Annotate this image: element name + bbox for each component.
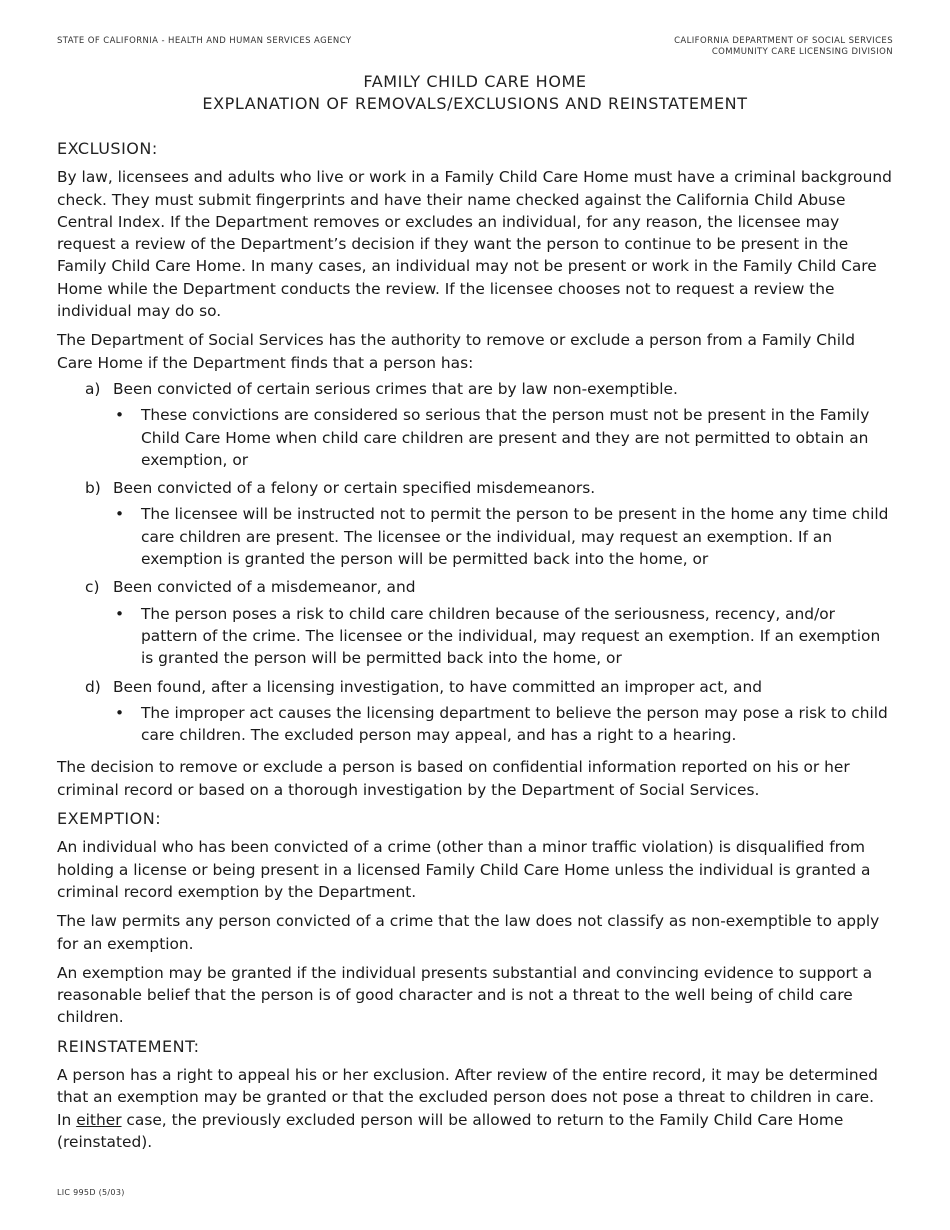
- list-item: [57, 576, 893, 598]
- list-item: [57, 477, 893, 499]
- list-item-text: Been convicted of a felony or certain specified misdemeanors.: [113, 479, 596, 498]
- division-name: COMMUNITY CARE LICENSING DIVISION: [711, 47, 893, 57]
- bullet-item: [57, 404, 893, 471]
- bullet-item: [57, 503, 893, 570]
- reinstatement-text-part-1: A person has a right to appeal his or her exclusion. After review of the entire record, it may be determined that an exemption may be granted or that the excluded person does not pose a threat to children in care. In: [57, 1065, 878, 1129]
- department-header: [674, 36, 893, 58]
- exclusion-paragraph-1: By law, licensees and adults who live or work in a Family Child Care Home must have a criminal background check. They must submit fingerprints and have their name checked against the California Child Abuse Central Index. If the Department removes or excludes an individual, for any reason, the licensee may request a review of the Department’s decision if they want the person to continue to be present in the Family Child Care Home. In many cases, an individual may not be present or work in the Family Child Care Home while the Department conducts the review. If the licensee chooses not to request a review the individual may do so.: [57, 168, 892, 321]
- document-page: [57, 0, 893, 1230]
- exclusion-paragraph-2: The Department of Social Services has the authority to remove or exclude a person from a Family Child Care Home if the Department finds that a person has:: [57, 331, 856, 372]
- title-line-2: EXPLANATION OF REMOVALS/EXCLUSIONS AND REINSTATEMENT: [202, 94, 748, 113]
- exclusion-heading: EXCLUSION:: [57, 139, 158, 158]
- exclusion-paragraph-3: The decision to remove or exclude a person is based on confidential information reported on his or her criminal record or based on a thorough investigation by the Department of Social Services.: [57, 758, 850, 799]
- department-name: CALIFORNIA DEPARTMENT OF SOCIAL SERVICES: [674, 36, 893, 46]
- reinstatement-text-part-2: case, the previously excluded person will be allowed to return to the Family Child Care Home (reinstated).: [57, 1110, 844, 1151]
- list-item-text: Been convicted of a misdemeanor, and: [113, 578, 416, 597]
- bullet-icon: •: [115, 505, 125, 524]
- list-item-text: Been found, after a licensing investigation, to have committed an improper act, and: [113, 677, 762, 696]
- bullet-icon: •: [115, 703, 125, 722]
- exemption-paragraph-2: The law permits any person convicted of a crime that the law does not classify as non-exemptible to apply for an exemption.: [57, 912, 880, 953]
- bullet-text: The person poses a risk to child care children because of the seriousness, recency, and/or pattern of the crime. The licensee or the individual, may request an exemption. If an exemption is granted the person will be permitted back into the home, or: [141, 604, 881, 668]
- bullet-item: [57, 702, 893, 747]
- list-marker: c): [85, 578, 100, 597]
- list-item-text: Been convicted of certain serious crimes that are by law non-exemptible.: [113, 379, 678, 398]
- exemption-paragraph-1: An individual who has been convicted of a crime (other than a minor traffic violation) is disqualified from holding a license or being present in a licensed Family Child Care Home unless the individual is granted a criminal record exemption by the Department.: [57, 838, 871, 901]
- bullet-item: [57, 603, 893, 670]
- list-marker: b): [85, 479, 101, 498]
- bullet-text: These convictions are considered so serious that the person must not be present in the Family Child Care Home when child care children are present and they are not permitted to obtain an exemption, or: [141, 406, 870, 469]
- bullet-text: The improper act causes the licensing department to believe the person may pose a risk to child care children. The excluded person may appeal, and has a right to a hearing.: [141, 703, 888, 745]
- agency-header: STATE OF CALIFORNIA - HEALTH AND HUMAN SERVICES AGENCY: [57, 36, 352, 46]
- list-marker: a): [85, 379, 101, 398]
- list-item: [57, 676, 893, 698]
- document-title: [57, 71, 893, 115]
- exemption-heading: EXEMPTION:: [57, 809, 162, 829]
- title-line-1: FAMILY CHILD CARE HOME: [363, 72, 587, 91]
- bullet-icon: •: [115, 604, 125, 623]
- reinstatement-heading: REINSTATEMENT:: [57, 1036, 200, 1056]
- list-marker: d): [85, 677, 101, 696]
- exemption-paragraph-3: An exemption may be granted if the individual presents substantial and convincing evidence to support a reasonable belief that the person is of good character and is not a threat to the well being of child care children.: [57, 963, 873, 1027]
- underlined-word: either: [76, 1110, 122, 1129]
- form-number: LIC 995D (5/03): [57, 1188, 125, 1197]
- reinstatement-paragraph: [57, 1064, 893, 1153]
- bullet-text: The licensee will be instructed not to permit the person to be present in the home any time child care children are present. The licensee or the individual, may request an exemption. If an exemption is granted the person will be permitted back into the home, or: [141, 505, 889, 569]
- list-item: [57, 378, 893, 400]
- document-body: [57, 138, 893, 1160]
- bullet-icon: •: [115, 406, 125, 425]
